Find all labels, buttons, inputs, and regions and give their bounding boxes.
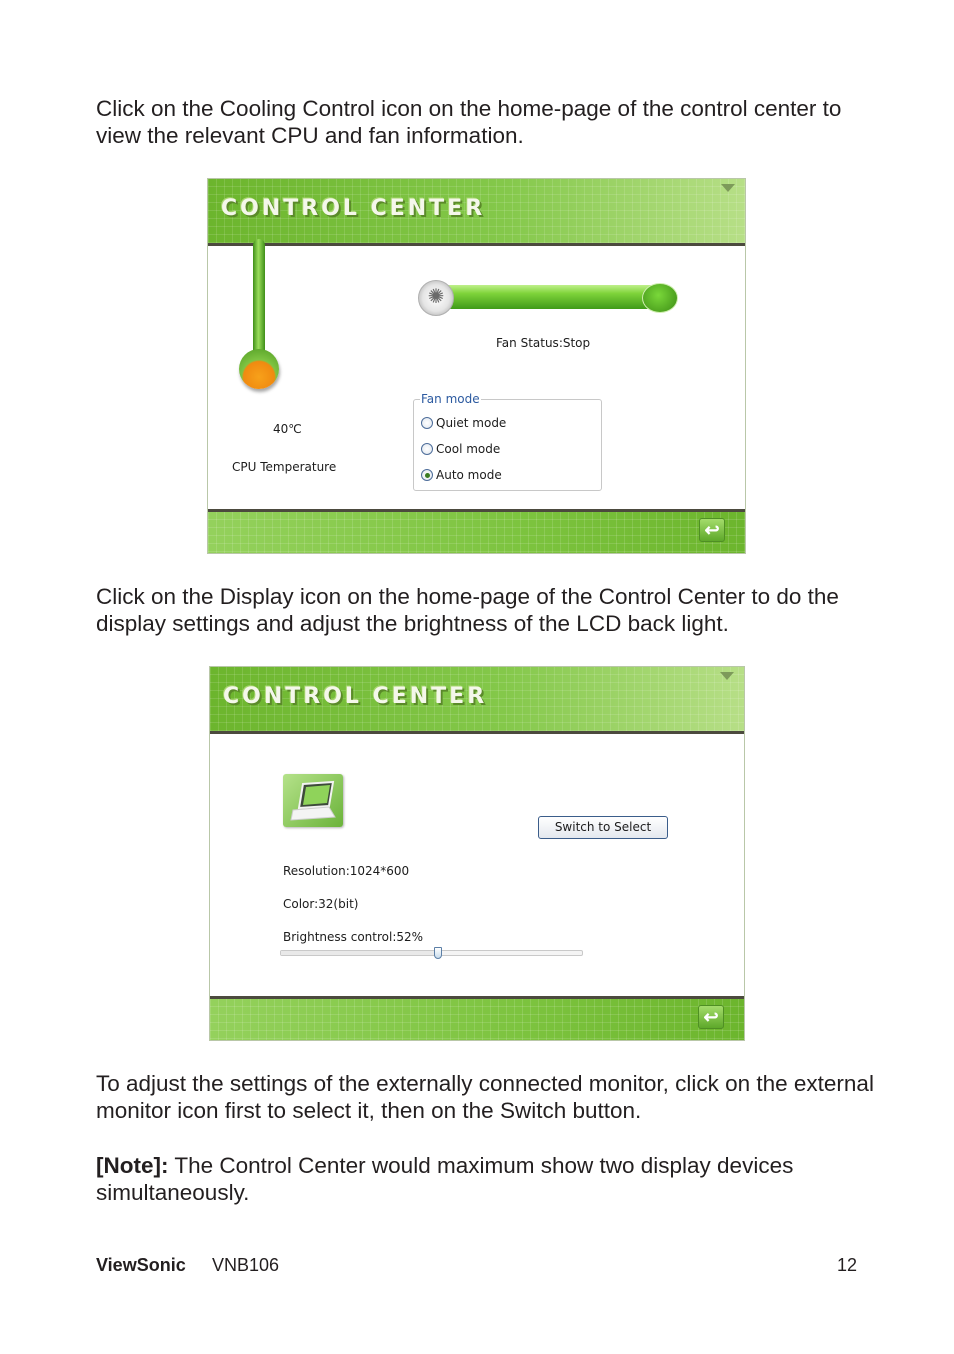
cpu-temperature-value: 40℃: [273, 422, 302, 436]
radio-label: Quiet mode: [436, 416, 507, 430]
fan-mode-legend: Fan mode: [421, 392, 480, 406]
window-title: CONTROL CENTER: [223, 684, 488, 709]
radio-icon[interactable]: [421, 443, 433, 455]
radio-auto-mode[interactable]: [421, 467, 502, 483]
radio-label: Cool mode: [436, 442, 501, 456]
radio-cool-mode[interactable]: [421, 441, 500, 457]
resolution-text: Resolution:1024*600: [283, 864, 410, 878]
radio-selected-icon[interactable]: [421, 469, 433, 481]
brightness-slider-fill: [281, 951, 438, 955]
window-header: [210, 667, 744, 734]
brightness-slider[interactable]: [280, 950, 583, 956]
dropdown-arrow-icon[interactable]: [720, 672, 734, 680]
thermometer-tube: [253, 239, 265, 365]
footer-brand: ViewSonic: [96, 1255, 186, 1275]
window-header: [208, 179, 745, 246]
thermometer-icon: [239, 349, 279, 389]
back-arrow-icon[interactable]: ↩: [698, 1005, 724, 1029]
window-title: CONTROL CENTER: [221, 196, 486, 221]
radio-quiet-mode[interactable]: [421, 415, 506, 431]
color-depth-text: Color:32(bit): [283, 897, 359, 911]
radio-icon[interactable]: [421, 417, 433, 429]
switch-to-select-button[interactable]: Switch to Select: [538, 816, 668, 839]
fan-status-text: Fan Status:Stop: [496, 336, 591, 350]
cooling-instructions: Click on the Cooling Control icon on the home-page of the control center to view the relevant CPU and fan information.: [96, 96, 842, 148]
display-instructions: Click on the Display icon on the home-page of the Control Center to do the display settings and adjust the brightness of the LCD back light.: [96, 584, 839, 636]
dropdown-arrow-icon[interactable]: [721, 184, 735, 192]
note-label: [Note]:: [96, 1153, 169, 1178]
note-text: The Control Center would maximum show two display devices simultaneously.: [96, 1153, 794, 1205]
radio-label: Auto mode: [436, 468, 502, 482]
page-number: 12: [836, 1255, 857, 1275]
cooling-control-window: [207, 178, 746, 554]
footer-model: VNB106: [212, 1255, 280, 1275]
window-footer: [208, 509, 745, 553]
back-arrow-icon[interactable]: ↩: [699, 518, 725, 542]
fan-status-bar: [436, 285, 676, 309]
brightness-label: Brightness control:52%: [283, 930, 424, 944]
display-control-window: [209, 666, 745, 1041]
external-monitor-instructions: To adjust the settings of the externally connected monitor, click on the external monitor icon first to select it, then on the Switch button.: [96, 1071, 874, 1123]
brightness-slider-thumb[interactable]: [434, 947, 442, 959]
laptop-icon[interactable]: [283, 774, 343, 827]
note-paragraph: [96, 1152, 876, 1206]
fan-icon: ✺: [418, 280, 454, 316]
window-footer: [210, 996, 744, 1040]
cpu-temperature-label: CPU Temperature: [232, 460, 337, 474]
fan-bar-cap: [642, 283, 678, 313]
